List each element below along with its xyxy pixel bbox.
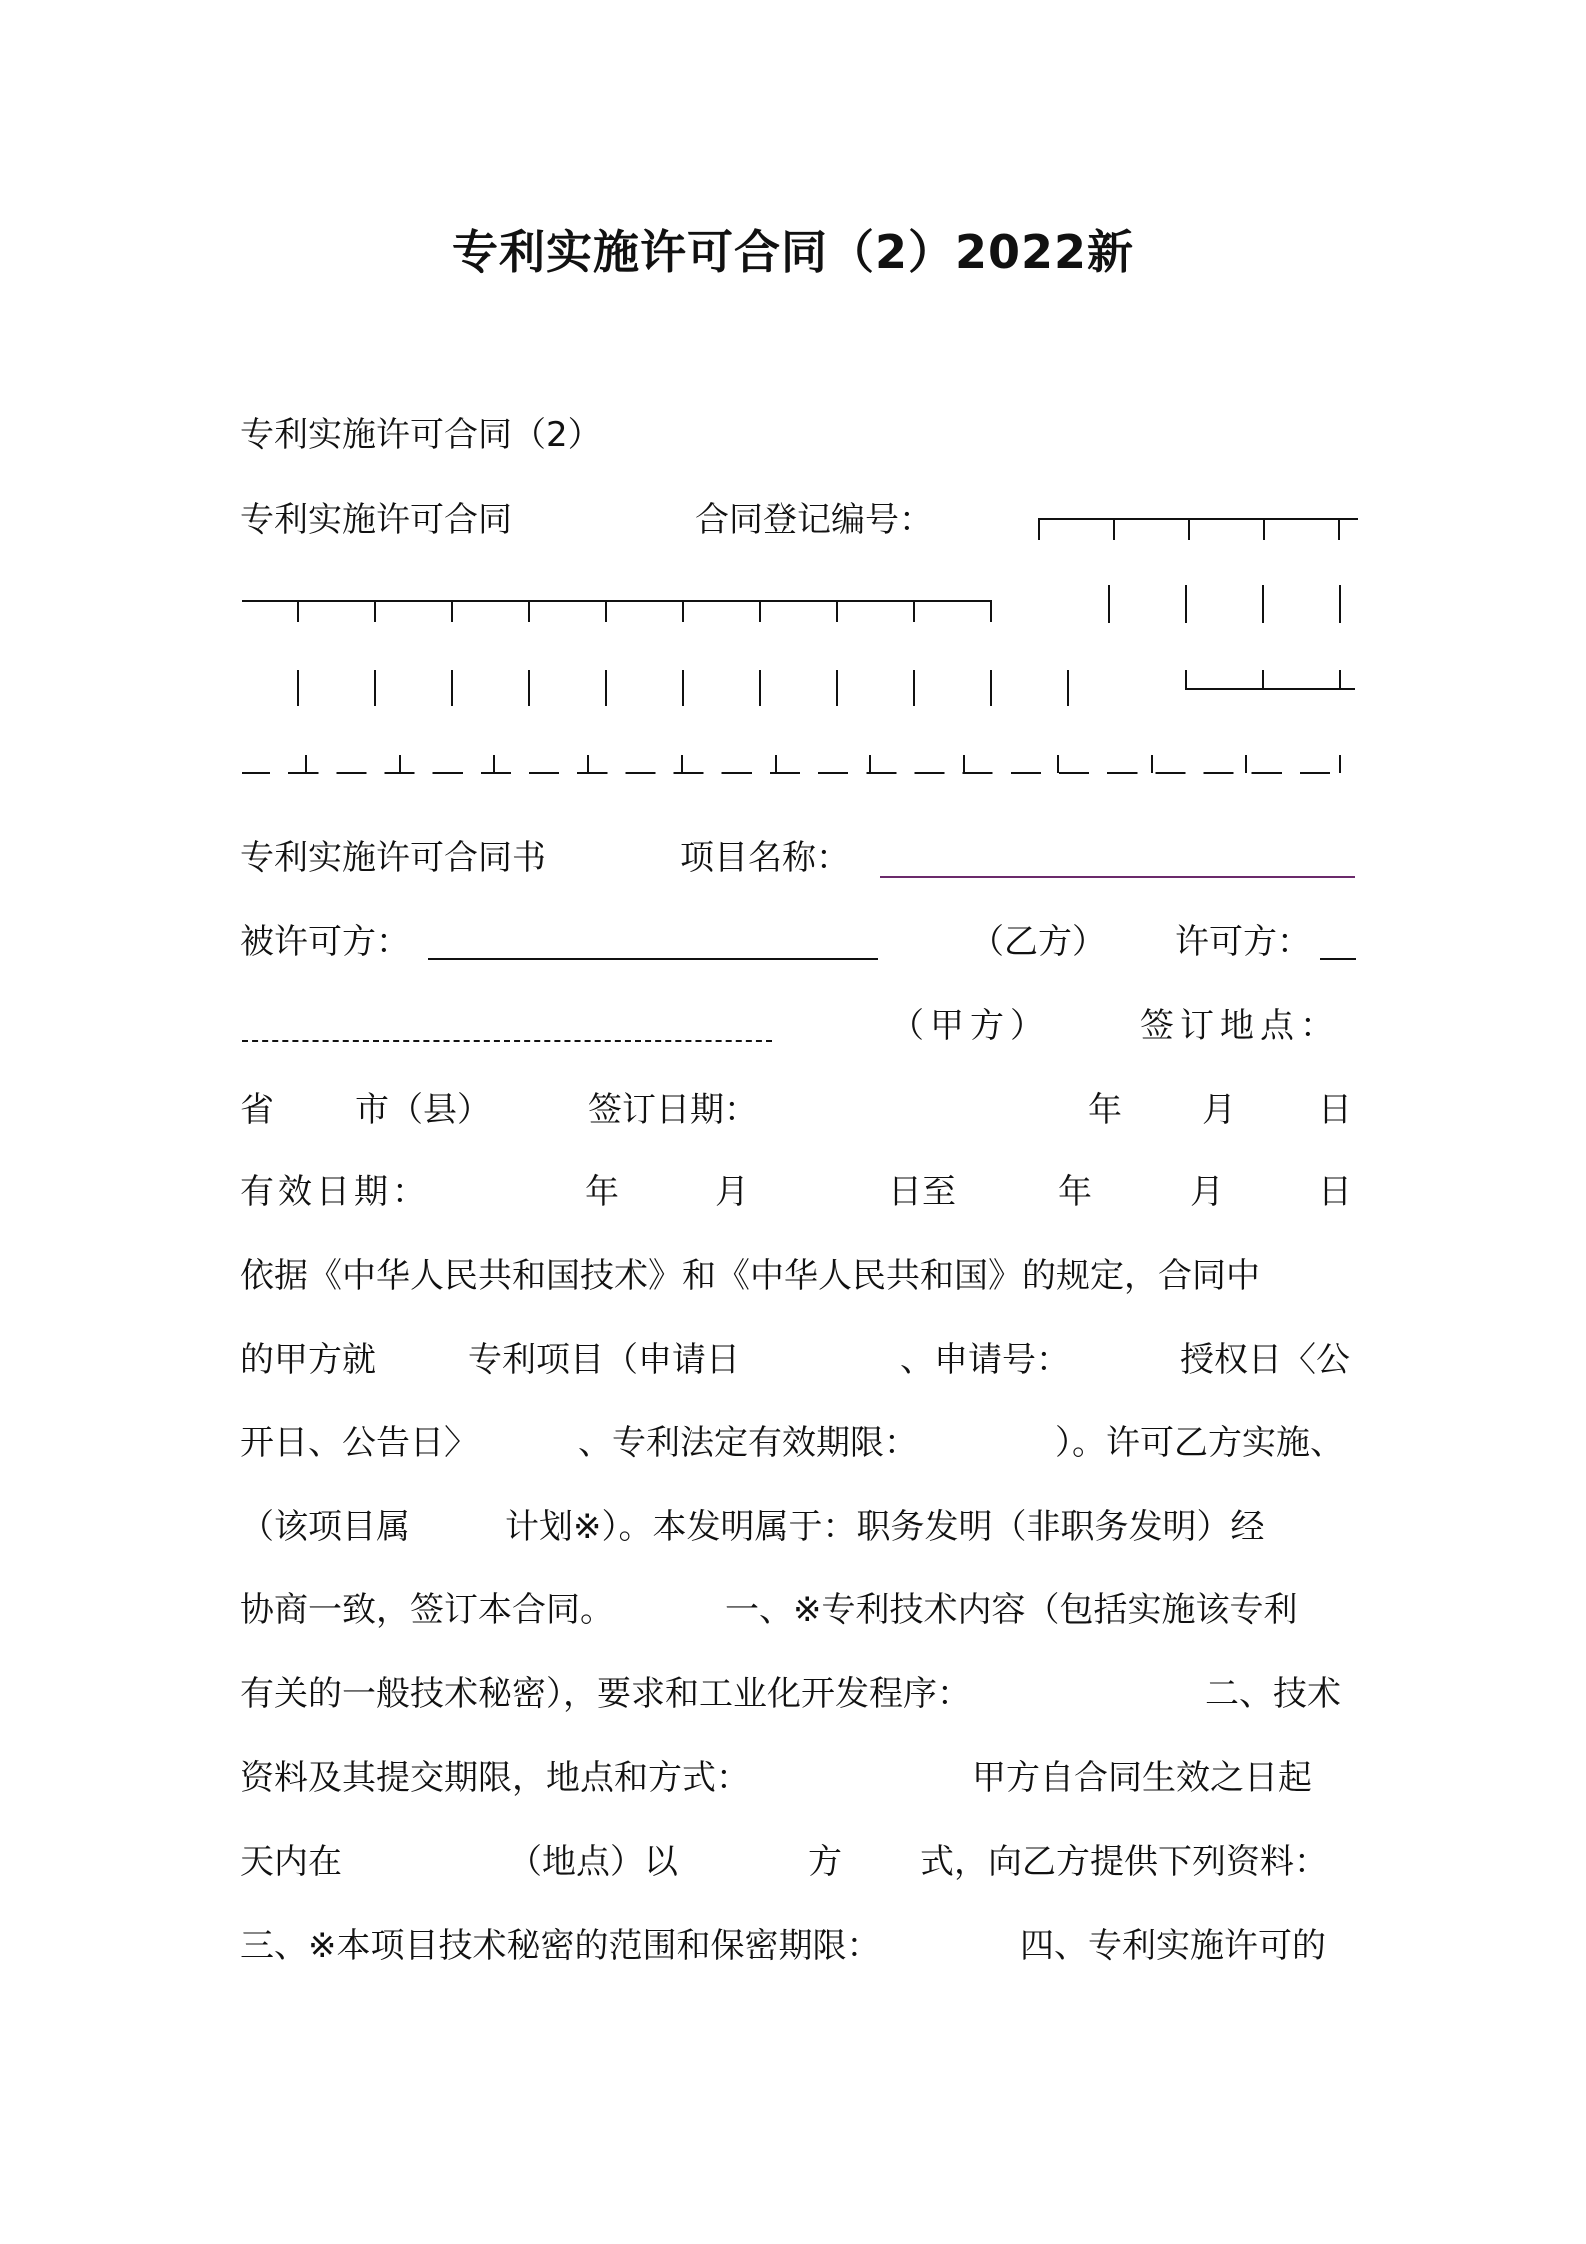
year-label: 年 [585,1172,619,1212]
body-text: 开日、公告日〉 [240,1423,478,1463]
month-label: 月 [1202,1090,1236,1130]
licensee-line [240,912,1350,972]
body-text: 协商一致，签订本合同。 [240,1590,614,1630]
grid-tick [990,670,992,706]
body-line [240,1832,1350,1892]
body-line [240,1413,1350,1473]
body-text: 资料及其提交期限，地点和方式： [240,1758,750,1798]
contract-book-label: 专利实施许可合同书 [240,838,546,878]
grid-tick [1263,518,1265,540]
effective-date-label: 有效日期： [240,1172,430,1212]
body-text: （该项目属 [240,1507,410,1547]
grid-tick [399,755,401,773]
body-text: （地点）以 [508,1842,678,1882]
document-title: 专利实施许可合同（2）2022新 [451,225,1135,279]
licensee-field[interactable] [428,958,878,960]
grid-tick [681,755,683,773]
body-text: 、申请号： [900,1340,1070,1380]
subtitle-line [240,405,1350,465]
body-text: 三、※本项目技术秘密的范围和保密期限： [240,1926,881,1966]
month-label: 月 [1190,1172,1224,1212]
body-text: 计划※）。本发明属于：职务发明（非职务发明）经 [505,1507,1265,1547]
party-a-label: （甲方） [890,1006,1050,1046]
grid-tick [759,600,761,622]
grid-tick [913,600,915,622]
grid-tick [775,755,777,773]
grid-tick [1339,670,1341,688]
grid-tick [1338,518,1340,540]
grid-tick [836,600,838,622]
grid-tick [493,755,495,773]
year-label: 年 [1058,1172,1092,1212]
party-b-label: （乙方） [970,922,1106,962]
signing-place-line [240,996,1350,1056]
day-label: 日 [1318,1090,1352,1130]
grid-tick [305,755,307,773]
body-text: 依据《中华人民共和国技术》和《中华人民共和国》的规定，合同中 [240,1256,1260,1296]
grid-tick [990,600,992,622]
grid-tick [682,600,684,622]
grid-line [242,600,992,602]
grid-tick [605,600,607,622]
body-text: 有关的一般技术秘密），要求和工业化开发程序： [240,1674,971,1714]
grid-tick [1067,670,1069,706]
grid-tick [528,670,530,706]
body-text: 二、技术 [1205,1674,1341,1714]
body-text: 的甲方就 [240,1340,376,1380]
body-line [240,1330,1350,1390]
body-text: 方 [808,1842,842,1882]
signing-date-label: 签订日期： [588,1090,758,1130]
body-text: 、专利法定有效期限： [578,1423,918,1463]
project-line [240,828,1350,888]
grid-tick [1113,518,1115,540]
year-label: 年 [1088,1090,1122,1130]
grid-tick [1185,670,1187,688]
month-label: 月 [715,1172,749,1212]
grid-tick [963,755,965,773]
registration-number-label: 合同登记编号： [695,500,933,540]
grid-tick [913,670,915,706]
licensor-field[interactable] [1320,958,1356,960]
province-label: 省 [240,1090,274,1130]
body-line [240,1497,1350,1557]
grid-tick [1188,518,1190,540]
day-label: 日 [1318,1172,1352,1212]
body-text: 天内在 [240,1842,342,1882]
body-text: 甲方自合同生效之日起 [972,1758,1312,1798]
body-text: 四、专利实施许可的 [1020,1926,1326,1966]
registration-line [240,490,1350,550]
grid-tick [451,670,453,706]
grid-tick [759,670,761,706]
grid-tick [682,670,684,706]
grid-tick [297,670,299,706]
grid-line [242,772,1342,774]
grid-tick [1057,755,1059,773]
body-line [240,1916,1350,1976]
grid-tick [869,755,871,773]
body-text: 式，向乙方提供下列资料： [920,1842,1328,1882]
signing-place-label: 签订地点： [1140,1006,1340,1046]
grid-tick [1262,585,1264,623]
licensee-label: 被许可方： [240,922,410,962]
grid-tick [528,600,530,622]
grid-tick [1245,755,1247,773]
grid-tick [1185,585,1187,623]
grid-tick [587,755,589,773]
grid-tick [374,600,376,622]
grid-tick [1339,755,1341,773]
body-line [240,1580,1350,1640]
signing-date-line [240,1080,1350,1140]
body-line [240,1664,1350,1724]
body-text: 一、※专利技术内容（包括实施该专利 [725,1590,1298,1630]
grid-tick [1151,755,1153,773]
grid-tick [374,670,376,706]
effective-date-line [240,1162,1350,1222]
body-text: 授权日〈公 [1180,1340,1350,1380]
body-line [240,1748,1350,1808]
project-name-label: 项目名称： [680,838,850,878]
grid-tick [1262,670,1264,688]
grid-line [1038,518,1358,520]
licensor-label: 许可方： [1175,922,1311,962]
grid-tick [1339,585,1341,623]
project-name-field[interactable] [880,876,1355,878]
body-text: ）。许可乙方实施、 [1055,1423,1344,1463]
grid-tick [836,670,838,706]
city-label: 市（县） [355,1090,491,1130]
subtitle: 专利实施许可合同（2） [240,415,602,455]
body-text: 专利项目（申请日 [468,1340,740,1380]
grid-tick [1038,518,1040,540]
grid-tick [605,670,607,706]
grid-tick [1108,585,1110,623]
licensor-field-continued[interactable] [242,1040,772,1042]
grid-line [1185,688,1355,690]
body-line [240,1246,1350,1306]
grid-tick [451,600,453,622]
day-to-label: 日至 [888,1172,956,1212]
grid-tick [297,600,299,622]
contract-name-label: 专利实施许可合同 [240,500,512,540]
